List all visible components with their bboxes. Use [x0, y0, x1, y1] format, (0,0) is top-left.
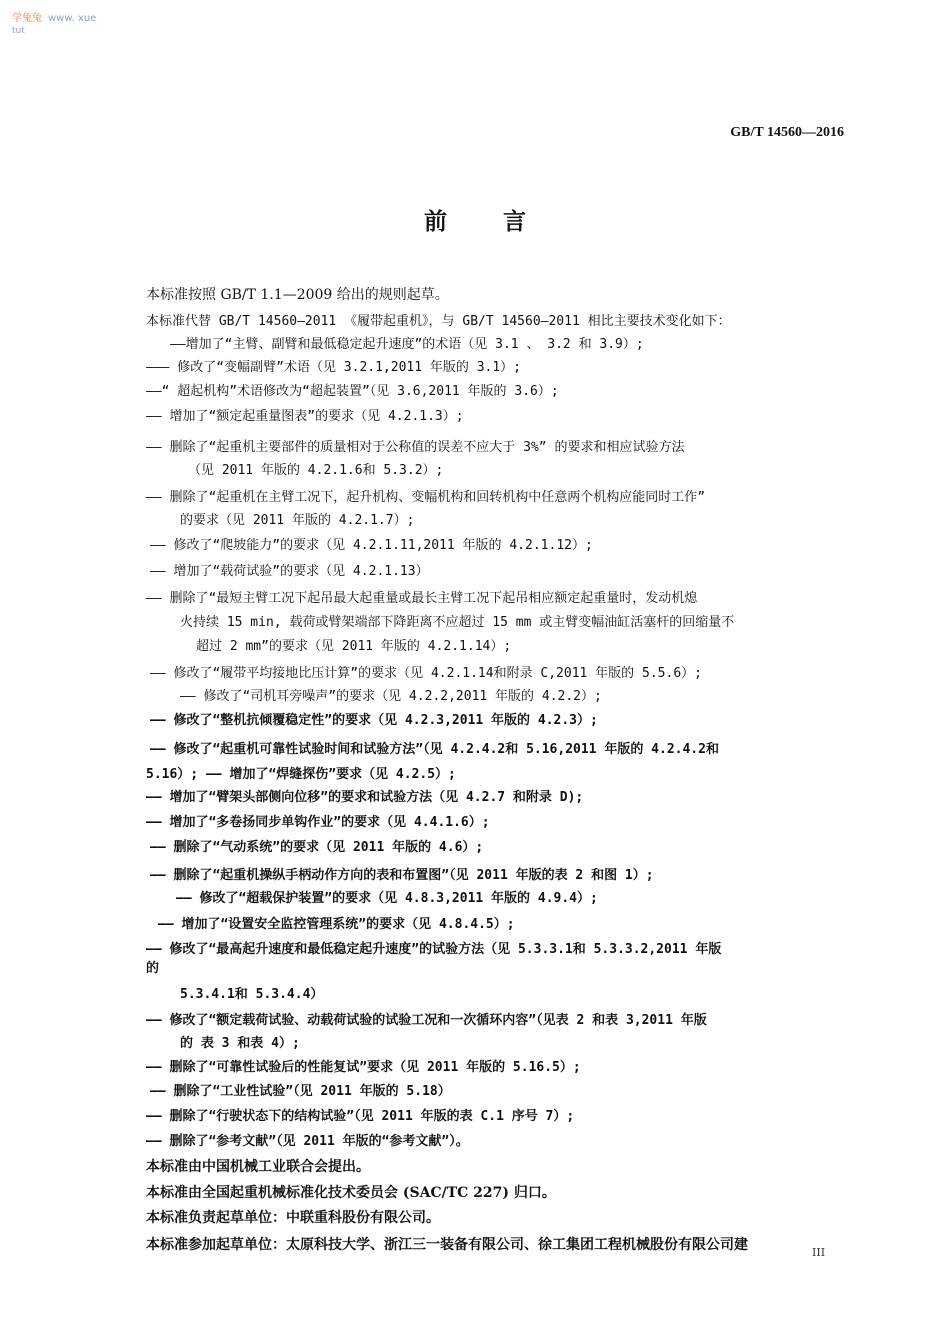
- text-line: —— 删除了“气动系统”的要求（见 2011 年版的 4.6）;: [150, 840, 484, 855]
- page-title: 前言: [424, 208, 582, 235]
- text-line: 本标准负责起草单位：中联重科股份有限公司。: [146, 1210, 440, 1226]
- text-line: ——“ 超起机构”术语修改为“超起装置”（见 3.6,2011 年版的 3.6）;: [146, 384, 559, 399]
- watermark-url: www. xue: [48, 13, 97, 24]
- watermark: [12, 12, 96, 38]
- text-line: —— 删除了“起重机在主臂工况下，起升机构、变幅机构和回转机构中任意两个机构应能同时工作”: [146, 490, 706, 505]
- text-line: 本标准参加起草单位：太原科技大学、浙江三一装备有限公司、徐工集团工程机械股份有限公司建: [146, 1237, 748, 1253]
- text-line: 本标准由全国起重机械标准化技术委员会 (SAC/TC 227) 归口。: [146, 1185, 556, 1201]
- text-line: —— 增加了“载荷试验”的要求（见 4.2.1.13）: [150, 564, 429, 579]
- text-line: —— 修改了“起重机可靠性试验时间和试验方法”（见 4.2.4.2和 5.16,2011 年版的 4.2.4.2和: [150, 742, 719, 757]
- text-line: —— 修改了“履带平均接地比压计算”的要求（见 4.2.1.14和附录 C,2011 年版的 5.5.6）;: [150, 666, 702, 681]
- text-line: 的: [146, 961, 160, 976]
- text-line: 本标准按照 GB/T 1.1—2009 给出的规则起草。: [146, 287, 449, 303]
- text-line: 5.3.4.1和 5.3.4.4）: [180, 987, 324, 1002]
- text-line: 的要求（见 2011 年版的 4.2.1.7）;: [180, 513, 415, 528]
- text-line: —— 修改了“整机抗倾覆稳定性”的要求（见 4.2.3,2011 年版的 4.2.3）;: [150, 713, 598, 728]
- text-line: —— 删除了“行驶状态下的结构试验”（见 2011 年版的表 C.1 序号 7）;: [146, 1109, 575, 1124]
- text-line: —— 修改了“爬坡能力”的要求（见 4.2.1.11,2011 年版的 4.2.1.12）;: [150, 538, 593, 553]
- text-line: 5.16）; —— 增加了“焊缝探伤”要求（见 4.2.5）;: [146, 767, 456, 782]
- standard-number: GB/T 14560—2016: [730, 125, 844, 140]
- text-line: —— 增加了“臂架头部侧向位移”的要求和试验方法（见 4.2.7 和附录 D);: [146, 790, 584, 805]
- text-line: （见 2011 年版的 4.2.1.6和 5.3.2）;: [188, 463, 444, 478]
- text-line: —— 修改了“司机耳旁噪声”的要求（见 4.2.2,2011 年版的 4.2.2）;: [180, 689, 602, 704]
- text-line: —— 增加了“设置安全监控管理系统”的要求（见 4.8.4.5）;: [158, 917, 515, 932]
- text-line: 本标准由中国机械工业联合会提出。: [146, 1159, 370, 1175]
- text-line: —— 删除了“起重机主要部件的质量相对于公称值的误差不应大于 3%” 的要求和相应试验方法: [146, 440, 685, 455]
- text-line: —— 删除了“工业性试验”（见 2011 年版的 5.18）: [150, 1084, 451, 1099]
- watermark-brand: 学兔兔: [12, 13, 42, 24]
- text-line: —— 删除了“最短主臂工况下起吊最大起重量或最长主臂工况下起吊相应额定起重量时，发动机熄: [146, 591, 698, 606]
- text-line: —— 增加了“额定起重量图表”的要求（见 4.2.1.3）;: [146, 409, 464, 424]
- text-line: —— 修改了“最高起升速度和最低稳定起升速度”的试验方法（见 5.3.3.1和 5.3.3.2,2011 年版: [146, 942, 722, 957]
- text-line: —— 修改了“额定载荷试验、动载荷试验的试验工况和一次循环内容”（见表 2 和表 3,2011 年版: [146, 1013, 707, 1028]
- text-line: —— 修改了“超载保护装置”的要求（见 4.8.3,2011 年版的 4.9.4）;: [176, 891, 598, 906]
- text-line: —— 删除了“参考文献”（见 2011 年版的“参考文献”）。: [146, 1134, 469, 1149]
- watermark-tail: tut: [12, 26, 25, 36]
- text-line: 的 表 3 和表 4）;: [180, 1036, 300, 1051]
- text-line: 本标准代替 GB/T 14560—2011 《履带起重机》，与 GB/T 14560—2011 相比主要技术变化如下：: [146, 314, 731, 329]
- page-number: III: [812, 1246, 826, 1259]
- text-line: 火持续 15 min, 载荷或臂架端部下降距离不应超过 15 mm 或主臂变幅油缸活塞杆的回缩量不: [180, 615, 735, 630]
- text-line: —— 删除了“起重机操纵手柄动作方向的表和布置图”（见 2011 年版的表 2 和图 1）;: [150, 868, 654, 883]
- text-line: —— 删除了“可靠性试验后的性能复试”要求（见 2011 年版的 5.16.5）;: [146, 1060, 581, 1075]
- text-line: ——— 修改了“变幅副臂”术语（见 3.2.1,2011 年版的 3.1）;: [146, 360, 522, 375]
- text-line: —— 增加了“多卷扬同步单钩作业”的要求（见 4.4.1.6）;: [146, 815, 490, 830]
- text-line: ——增加了“主臂、副臂和最低稳定起升速度”的术语（见 3.1 、 3.2 和 3.9）;: [170, 337, 644, 352]
- text-line: 超过 2 mm”的要求（见 2011 年版的 4.2.1.14）;: [196, 639, 512, 654]
